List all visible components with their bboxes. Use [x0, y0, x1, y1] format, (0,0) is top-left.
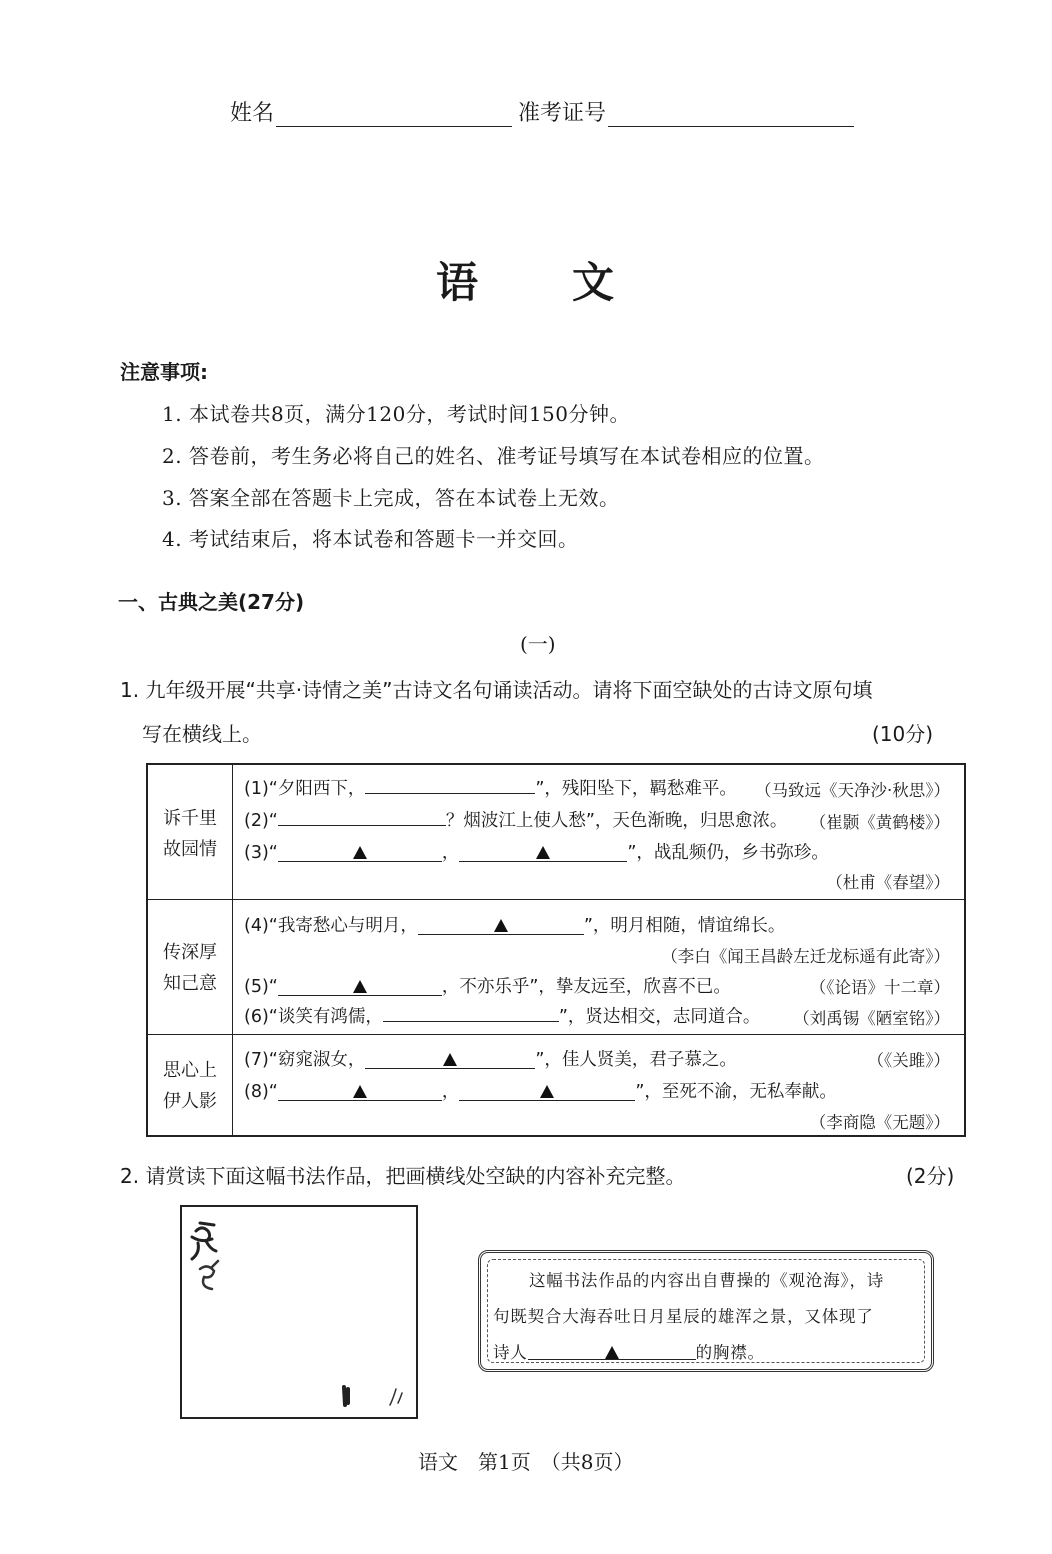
source-citation: （杜甫《春望》）: [826, 873, 950, 892]
answer-blank[interactable]: [278, 1082, 442, 1101]
source-citation: （李白《闻王昌龄左迁龙标遥有此寄》）: [661, 947, 950, 966]
question-2-text: 2. 请赏读下面这幅书法作品，把画横线处空缺的内容补充完整。: [120, 1164, 686, 1188]
answer-blank[interactable]: [365, 775, 535, 794]
subsection-heading: (一): [520, 632, 556, 656]
answer-blank[interactable]: [278, 807, 446, 826]
answer-blank[interactable]: [528, 1343, 696, 1360]
table-row: (3)“ ， ”，战乱频仍，乡书弥珍。: [244, 843, 829, 863]
table-row: (8)“ ， ”，至死不渝，无私奉献。: [244, 1082, 837, 1102]
notice-heading: 注意事项:: [120, 360, 208, 384]
exam-id-label: 准考证号: [518, 101, 607, 126]
triangle-marker-icon: [540, 1085, 554, 1098]
notice-item: 2. 答卷前，考生务必将自己的姓名、准考证号填写在本试卷相应的位置。: [162, 444, 825, 468]
triangle-marker-icon: [443, 1053, 457, 1066]
calligraphy-brush-icon: [182, 1207, 416, 1417]
answer-blank[interactable]: [459, 1082, 635, 1101]
answer-blank[interactable]: [278, 977, 442, 996]
poem-fill-table: [146, 763, 966, 1137]
source-citation: （李商隐《无题》）: [809, 1113, 950, 1132]
source-citation: （崔颢《黄鹤楼》）: [809, 813, 950, 832]
note-line: 诗人 的胸襟。: [493, 1343, 765, 1362]
table-row: (4)“我寄愁心与明月， ”，明月相随，情谊绵长。: [244, 916, 786, 936]
fill-in-note-box: [478, 1250, 934, 1372]
question-2-score: (2分): [906, 1164, 955, 1188]
triangle-marker-icon: [494, 919, 508, 932]
candidate-info-line: [230, 96, 854, 127]
triangle-marker-icon: [353, 1085, 367, 1098]
name-label: 姓名: [230, 101, 275, 126]
page-title: [0, 250, 1052, 310]
table-row: (1)“夕阳西下， ”，残阳坠下，羁愁难平。: [244, 775, 737, 800]
title-char-1: 语: [435, 258, 480, 307]
notice-item: 4. 考试结束后，将本试卷和答题卡一并交回。: [162, 527, 579, 551]
category-cell: 思心上 伊人影: [163, 1060, 217, 1112]
table-row: (5)“ ，不亦乐乎”，挚友远至，欣喜不已。: [244, 977, 731, 997]
triangle-marker-icon: [353, 846, 367, 859]
source-citation: （《论语》十二章）: [809, 978, 950, 997]
table-row: (2)“ ？烟波江上使人愁”，天色渐晚，归思愈浓。: [244, 807, 787, 832]
source-citation: （《关雎》）: [867, 1051, 950, 1070]
title-char-2: 文: [572, 258, 617, 307]
triangle-marker-icon: [605, 1346, 619, 1359]
table-row: (6)“谈笑有鸿儒， ”，贤达相交，志同道合。: [244, 1003, 760, 1028]
section-heading: 一、古典之美(27分): [118, 590, 305, 614]
calligraphy-artwork: [180, 1205, 418, 1419]
name-field[interactable]: [276, 104, 512, 127]
answer-blank[interactable]: [278, 843, 442, 862]
answer-blank[interactable]: [383, 1003, 559, 1022]
question-1-score: (10分): [872, 722, 934, 746]
answer-blank[interactable]: [365, 1050, 535, 1069]
source-citation: （马致远《天净沙·秋思》）: [755, 781, 950, 800]
page-footer: 语文 第1页 （共8页）: [418, 1450, 634, 1474]
table-row: (7)“窈窕淑女， ”，佳人贤美，君子慕之。: [244, 1050, 737, 1070]
triangle-marker-icon: [353, 980, 367, 993]
notice-item: 3. 答案全部在答题卡上完成，答在本试卷上无效。: [162, 486, 620, 510]
triangle-marker-icon: [536, 846, 550, 859]
exam-id-field[interactable]: [608, 104, 854, 127]
question-1-text: 1. 九年级开展“共享·诗情之美”古诗文名句诵读活动。请将下面空缺处的古诗文原句填: [120, 678, 873, 702]
note-line: 这幅书法作品的内容出自曹操的《观沧海》，诗: [529, 1271, 885, 1290]
notice-item: 1. 本试卷共8页，满分120分，考试时间150分钟。: [162, 402, 631, 426]
note-line: 句既契合大海吞吐日月星辰的雄浑之景，又体现了: [493, 1307, 874, 1326]
category-cell: 传深厚 知己意: [163, 942, 217, 994]
source-citation: （刘禹锡《陋室铭》）: [793, 1009, 950, 1028]
category-cell: 诉千里 故园情: [163, 808, 217, 860]
question-1-text-cont: 写在横线上。: [142, 722, 262, 746]
answer-blank[interactable]: [418, 916, 584, 935]
answer-blank[interactable]: [459, 843, 627, 862]
